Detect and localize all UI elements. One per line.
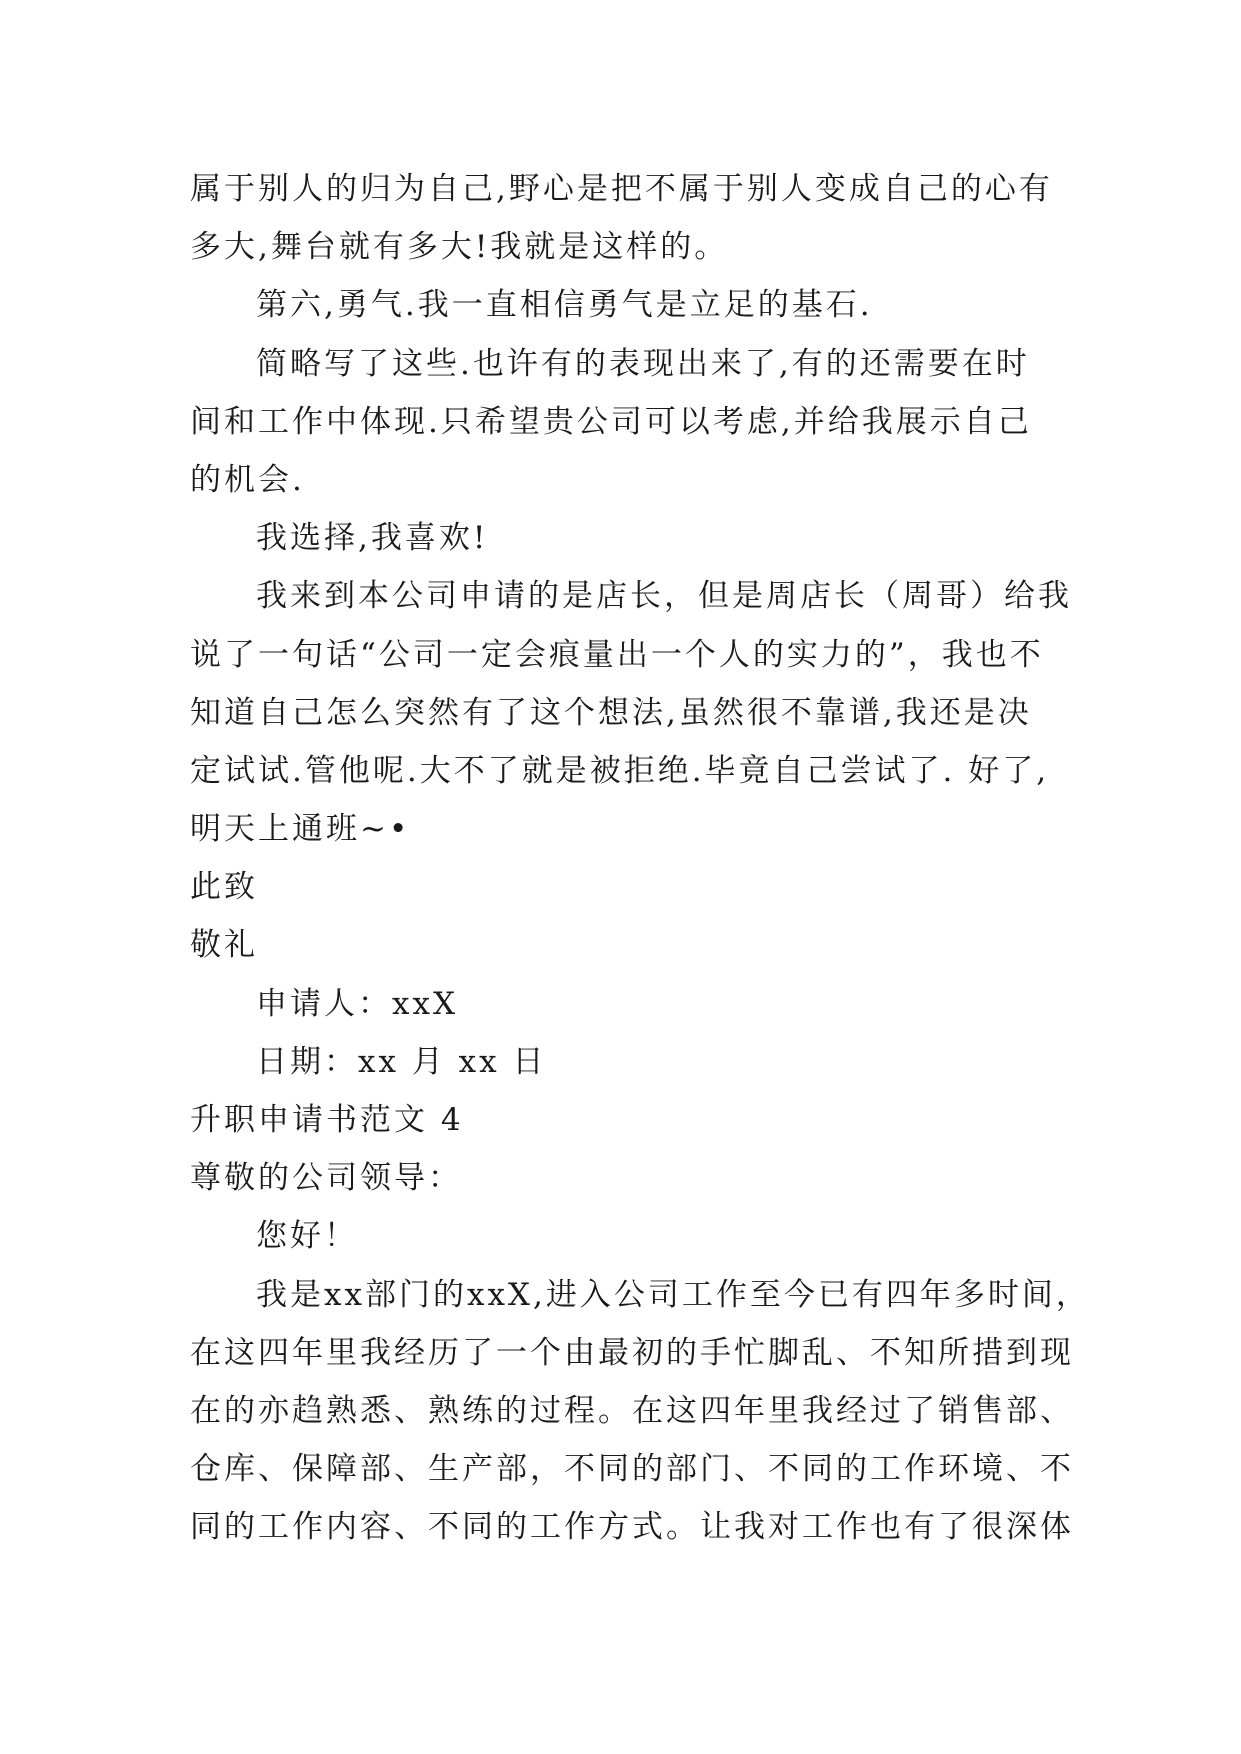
- body-text: [190, 160, 1090, 1557]
- text-line: 明天上通班~•: [190, 811, 411, 848]
- section-heading: 升职申请书范文 4: [190, 1102, 464, 1138]
- text-line: 的机会.: [190, 461, 305, 498]
- text-line: 简略写了这些.也许有的表现出来了,有的还需要在时: [256, 345, 1030, 382]
- text-line: 同的工作内容、不同的工作方式。让我对工作也有了很深体: [190, 1509, 1074, 1546]
- text-line: 仓库、保障部、生产部，不同的部门、不同的工作环境、不: [190, 1451, 1074, 1488]
- text-line: 第六,勇气.我一直相信勇气是立足的基石.: [256, 287, 873, 324]
- applicant-line: 申请人：xxX: [256, 985, 459, 1022]
- text-line: 在的亦趋熟悉、熟练的过程。在这四年里我经过了销售部、: [190, 1392, 1074, 1429]
- text-line: 定试试.管他呢.大不了就是被拒绝.毕竟自己尝试了. 好了,: [190, 752, 1050, 789]
- text-line: 多大,舞台就有多大!我就是这样的。: [190, 229, 729, 266]
- text-line: 间和工作中体现.只希望贵公司可以考虑,并给我展示自己: [190, 403, 1032, 440]
- salutation-line: 尊敬的公司领导：: [190, 1160, 462, 1197]
- text-line: 说了一句话“公司一定会痕量出一个人的实力的”，我也不: [190, 636, 1044, 673]
- closing-line: 敬礼: [190, 927, 258, 964]
- text-line: 我选择,我喜欢!: [256, 520, 489, 557]
- text-line: 我来到本公司申请的是店长，但是周店长（周哥）给我: [256, 578, 1072, 615]
- text-line: 属于别人的归为自己,野心是把不属于别人变成自己的心有: [190, 171, 1053, 207]
- text-line: 在这四年里我经历了一个由最初的手忙脚乱、不知所措到现: [190, 1334, 1074, 1371]
- text-line: 我是xx部门的xxX,进入公司工作至今已有四年多时间，: [256, 1276, 1090, 1313]
- text-line: 知道自己怎么突然有了这个想法,虽然很不靠谱,我还是决: [190, 694, 1032, 731]
- closing-line: 此致: [190, 869, 258, 906]
- date-line: 日期：xx 月 xx 日: [256, 1043, 547, 1080]
- greeting-line: 您好！: [256, 1218, 358, 1255]
